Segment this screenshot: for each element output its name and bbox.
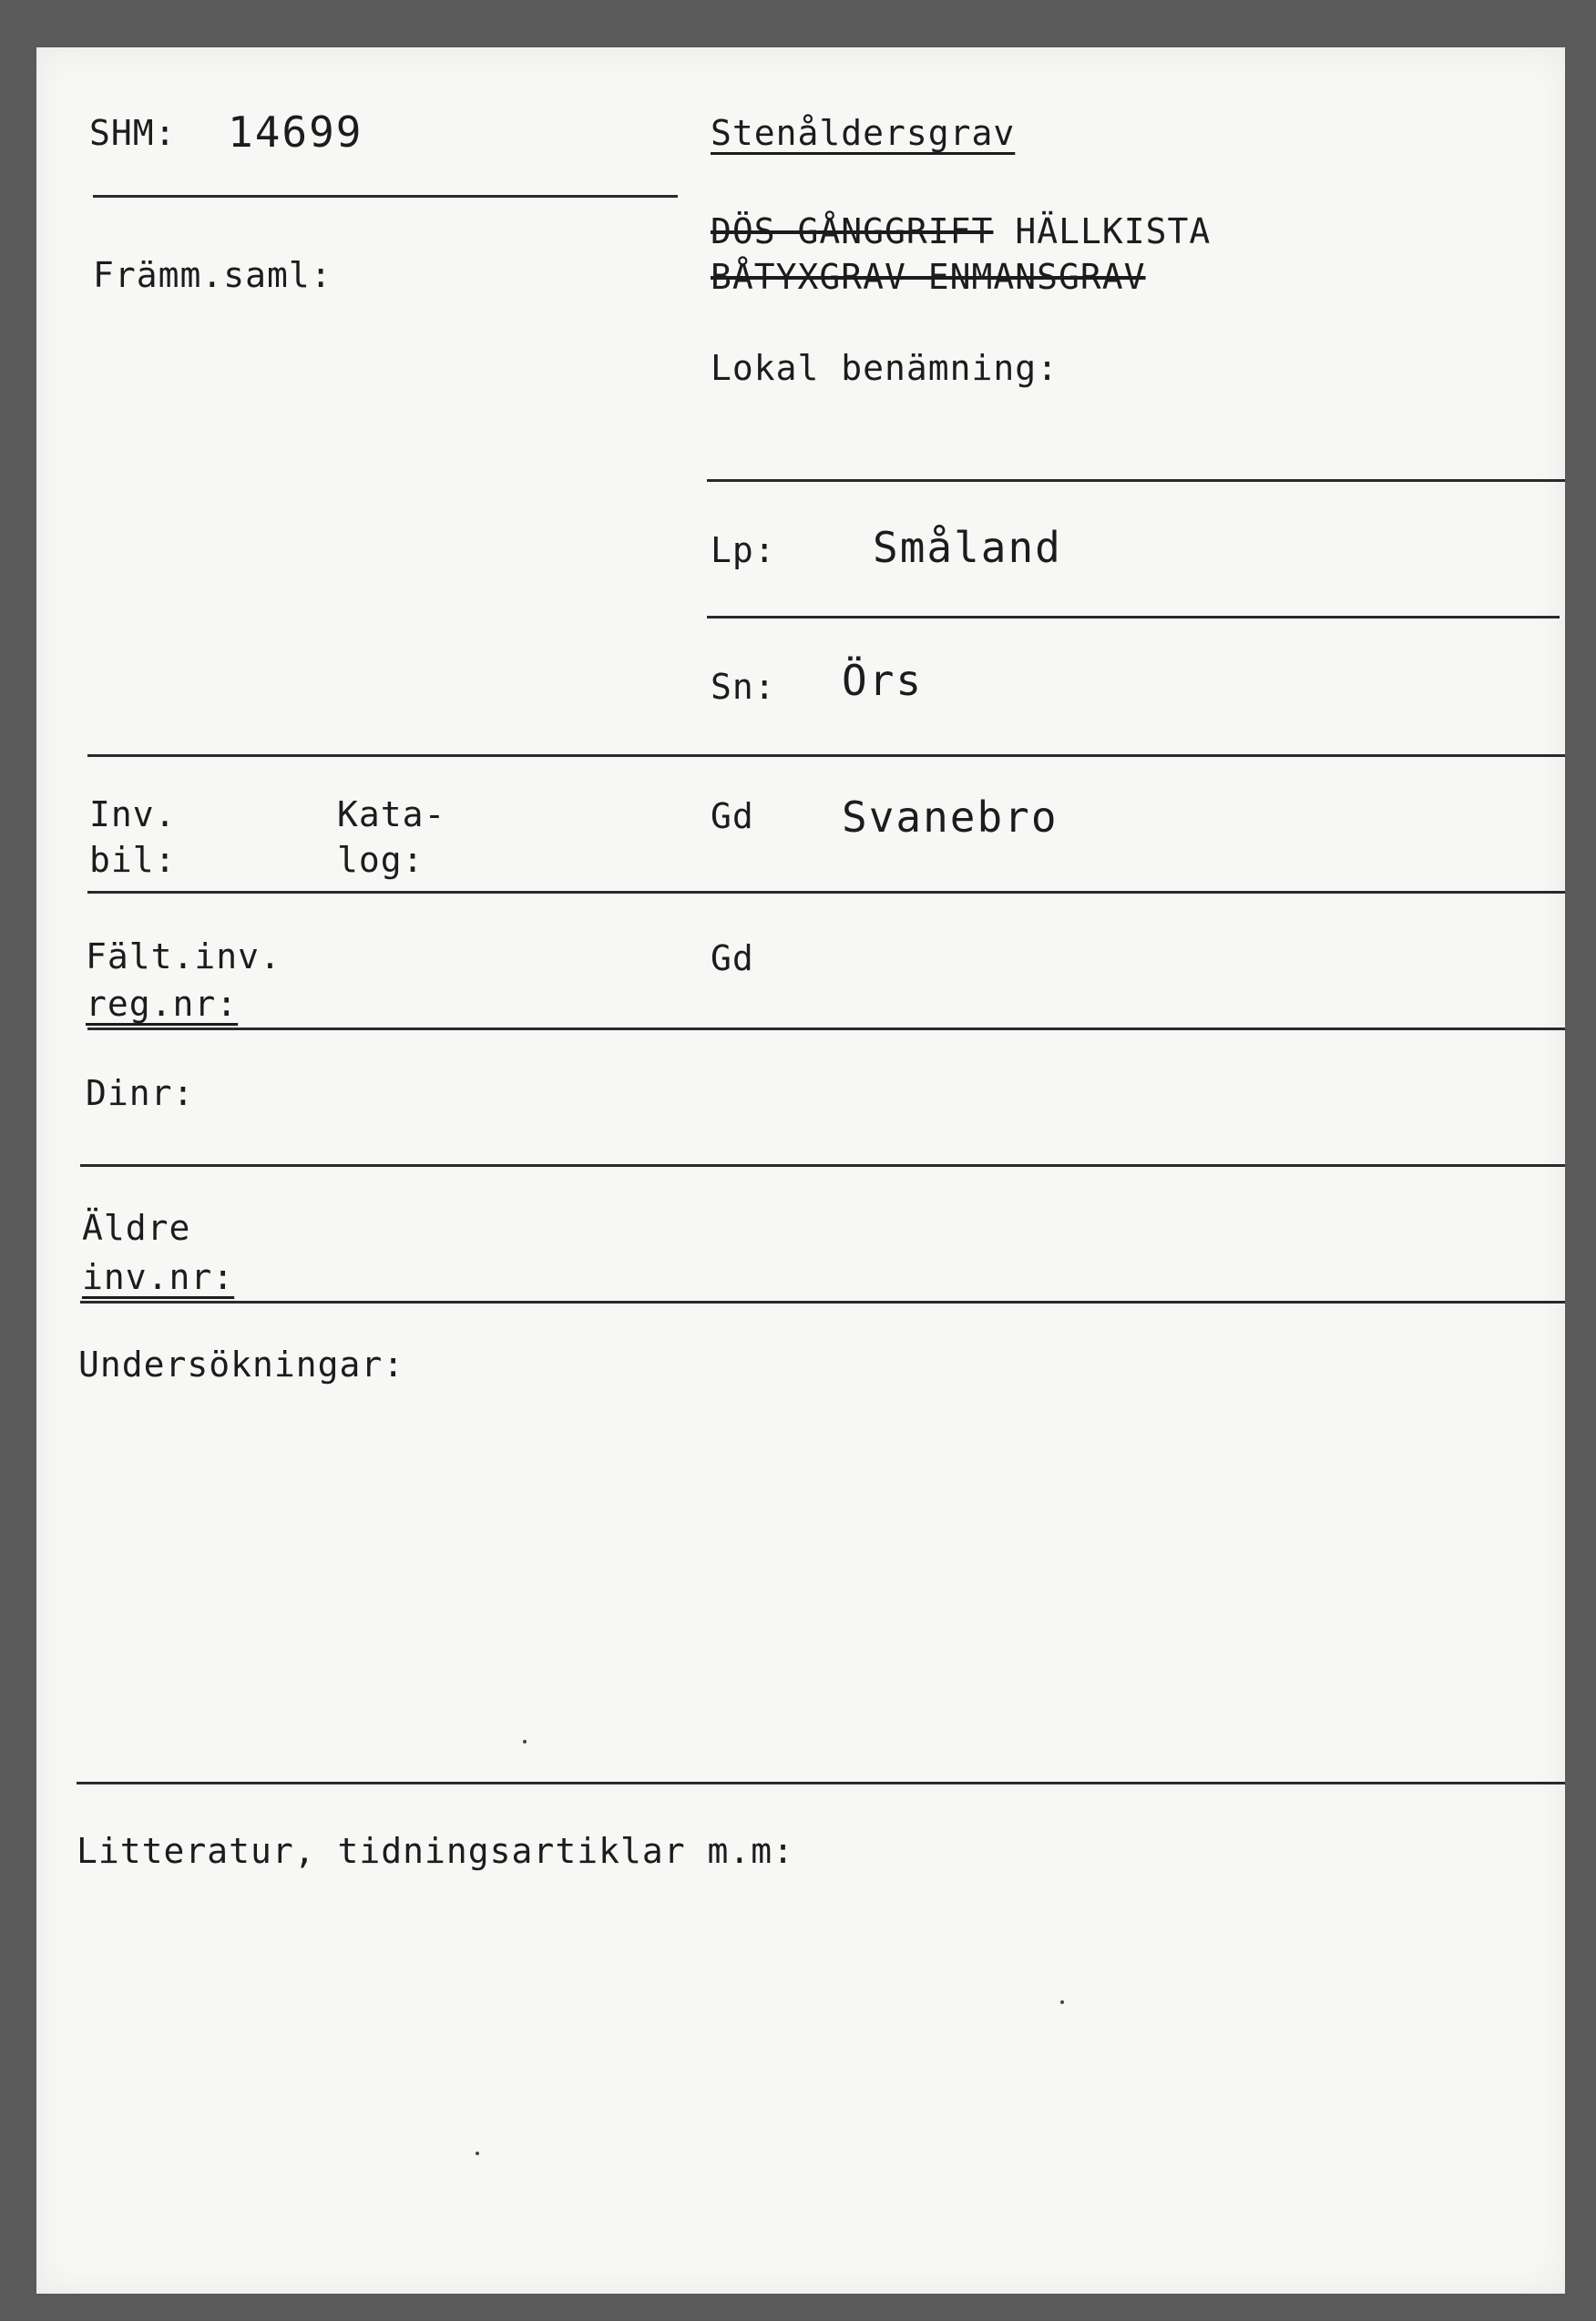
- divider: [87, 891, 1565, 894]
- sn-label: Sn:: [711, 667, 776, 707]
- undersokningar-label: Undersökningar:: [78, 1345, 405, 1385]
- gd-value-1: Svanebro: [842, 792, 1059, 842]
- falt-inv-line-1: Fält.inv.: [86, 936, 281, 976]
- lokal-benamning-label: Lokal benämning:: [711, 348, 1059, 388]
- types-row-1: [711, 211, 1211, 251]
- lp-value: Småland: [873, 523, 1062, 572]
- types-row-1-kept: HÄLLKISTA: [1015, 211, 1212, 251]
- fromm-saml-label: Främm.saml:: [93, 255, 332, 295]
- aldre-line-2: inv.nr:: [82, 1257, 235, 1297]
- inv-bil-line-2: bil:: [89, 840, 177, 880]
- gd-label-2: Gd: [711, 938, 754, 978]
- divider: [707, 616, 1560, 619]
- lp-label: Lp:: [711, 530, 776, 570]
- index-card: [36, 47, 1565, 2294]
- types-row-1-struck: DÖS GÅNGGRIFT: [711, 211, 994, 251]
- dinr-label: Dinr:: [86, 1073, 195, 1113]
- speck: [523, 1740, 527, 1743]
- divider: [87, 754, 1565, 757]
- grave-type: Stenåldersgrav: [711, 113, 1016, 153]
- speck: [476, 2152, 479, 2155]
- types-row-2-struck: BÅTYXGRAV ENMANSGRAV: [711, 257, 1146, 297]
- falt-inv-line-2: reg.nr:: [86, 984, 239, 1024]
- katalog-line-1: Kata-: [337, 794, 446, 834]
- divider: [707, 479, 1565, 482]
- divider: [77, 1782, 1565, 1784]
- aldre-line-1: Äldre: [82, 1208, 191, 1248]
- divider: [87, 1028, 1565, 1030]
- katalog-line-2: log:: [337, 840, 425, 880]
- gd-label-1: Gd: [711, 796, 754, 836]
- shm-number: 14699: [228, 107, 363, 157]
- litteratur-label: Litteratur, tidningsartiklar m.m:: [77, 1831, 794, 1871]
- divider: [80, 1301, 1565, 1304]
- shm-label: SHM:: [89, 113, 177, 153]
- inv-bil-line-1: Inv.: [89, 794, 177, 834]
- divider: [80, 1164, 1565, 1167]
- divider: [93, 195, 678, 198]
- speck: [1060, 2000, 1064, 2004]
- sn-value: Örs: [842, 656, 924, 705]
